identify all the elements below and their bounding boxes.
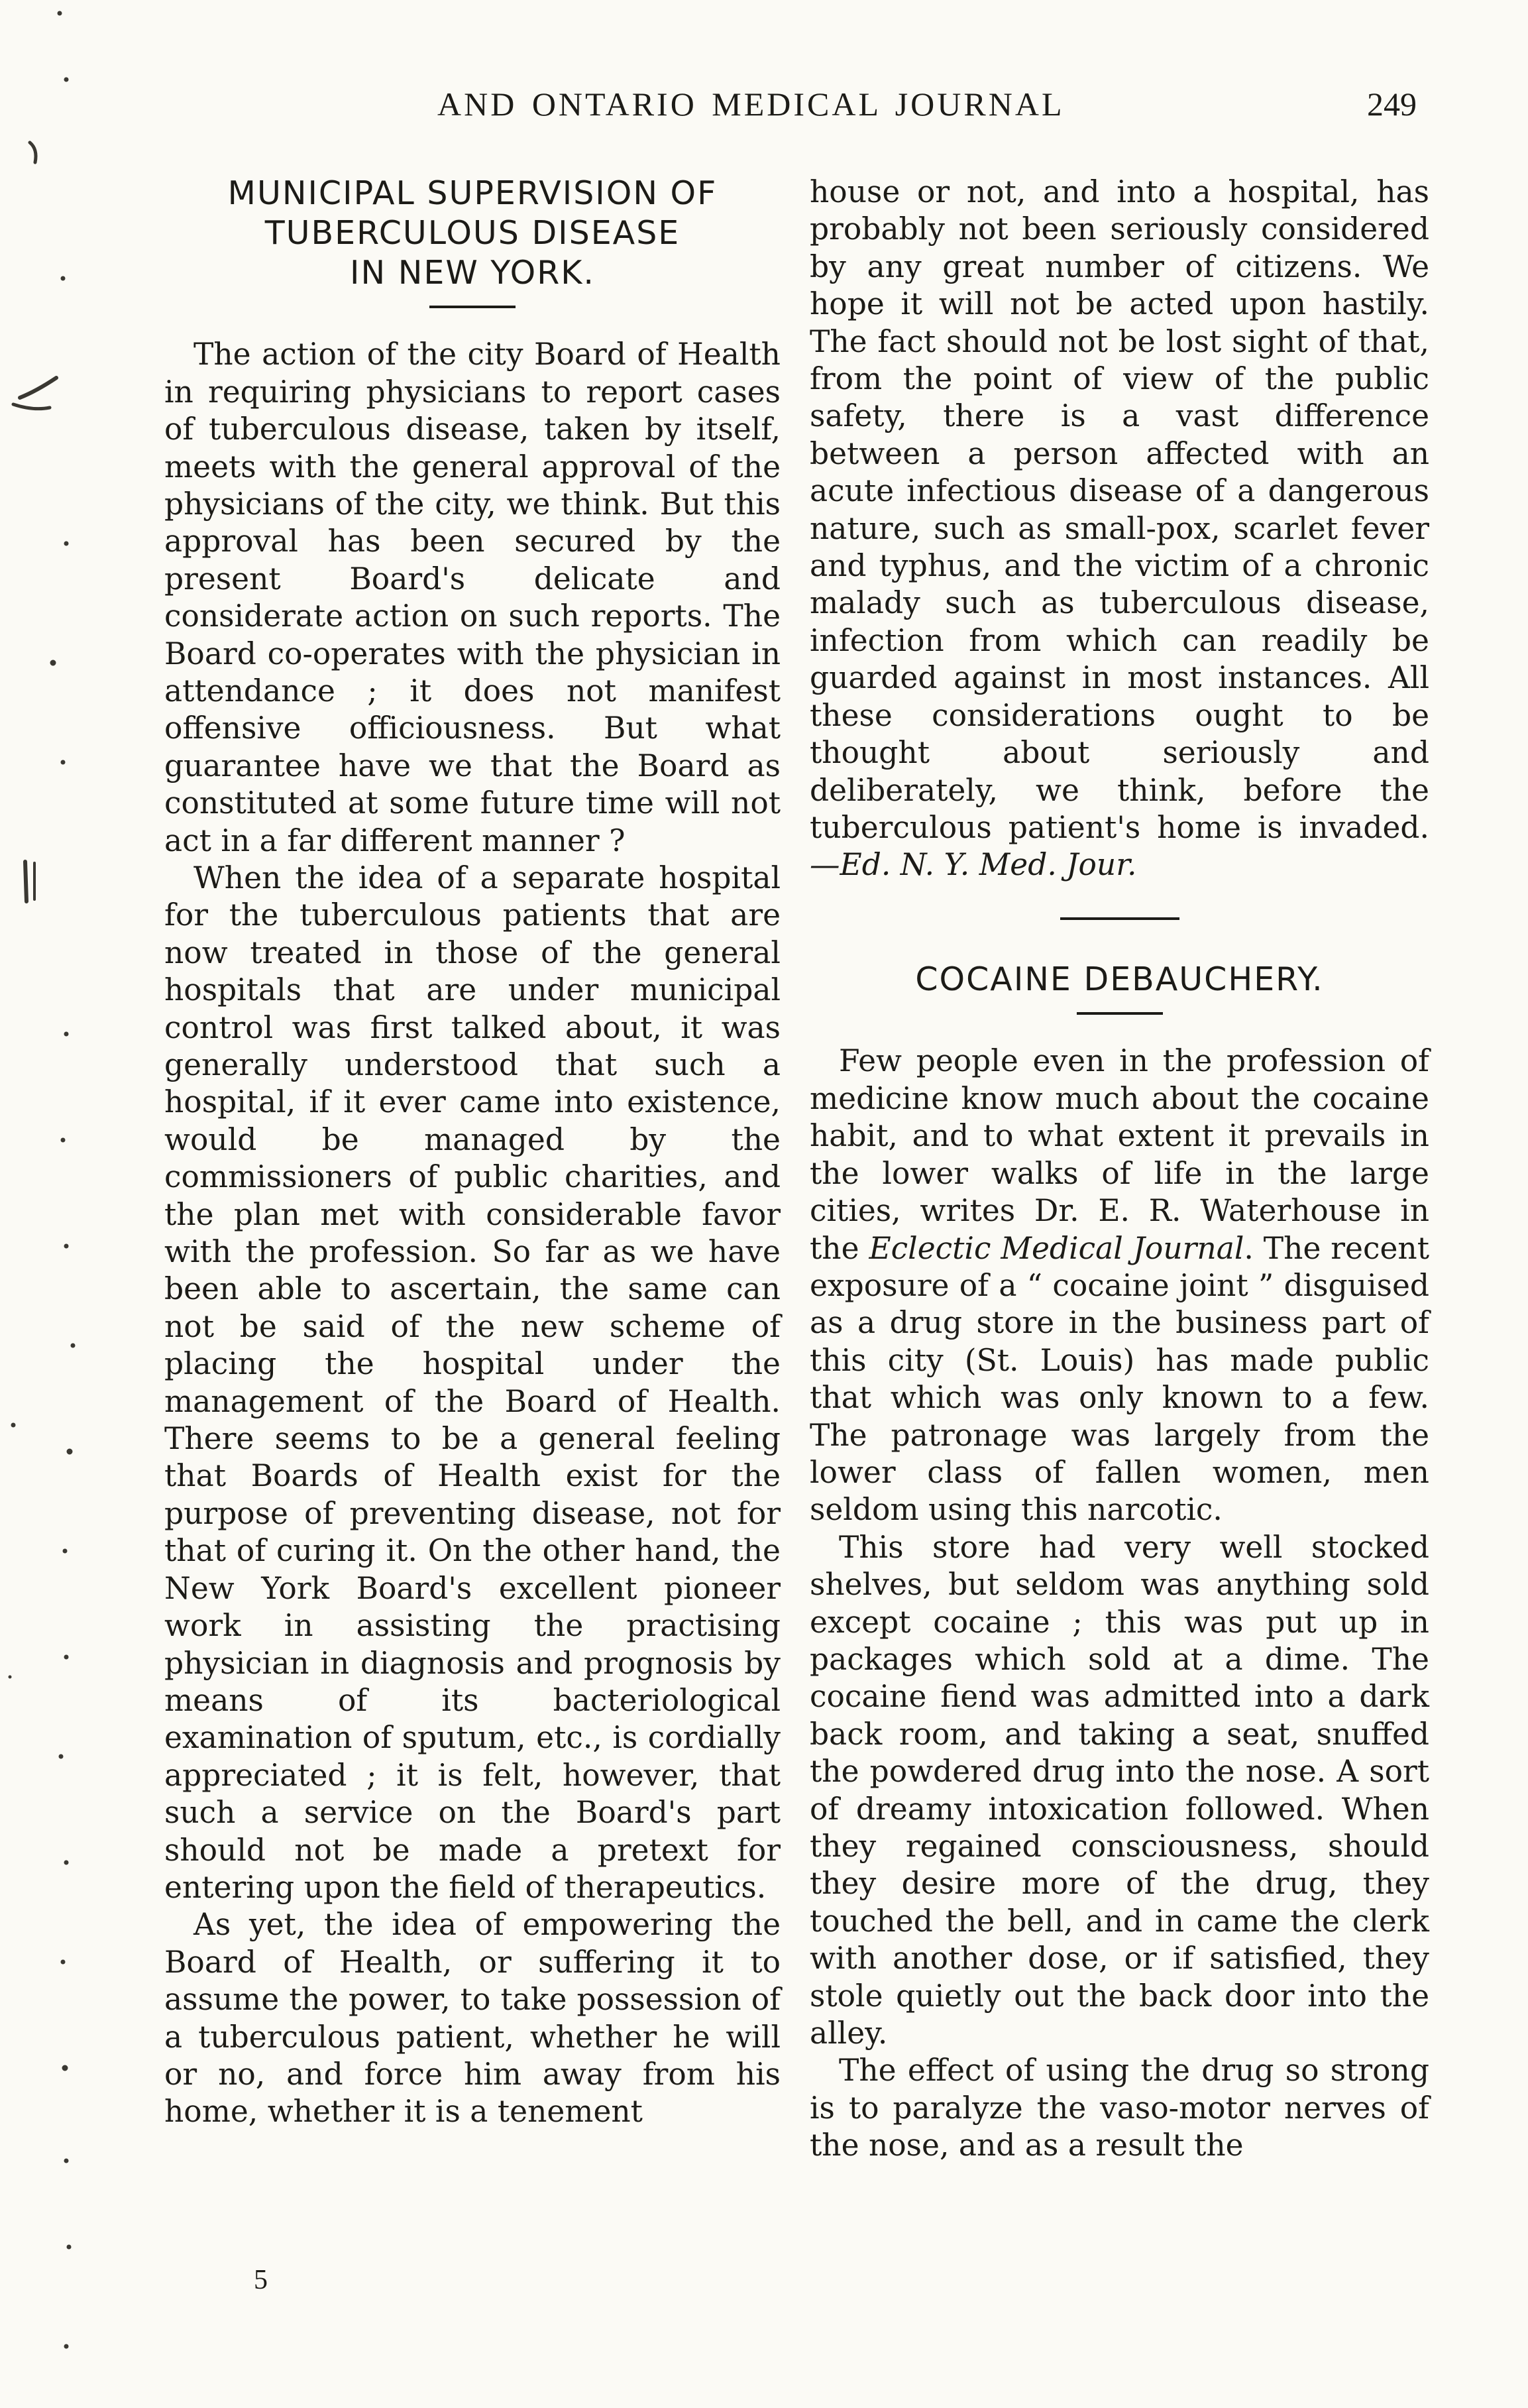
left-column bbox=[164, 174, 781, 2131]
signature-mark: 5 bbox=[254, 2265, 268, 2295]
paragraph-text: Few people even in the profession of medicine know much about the cocaine habit, and to what extent it prevails in the lower walks of life in the large cities, writes Dr. E. R. Waterhouse in the bbox=[810, 1043, 1429, 1266]
section-divider bbox=[1060, 917, 1179, 920]
paragraph: This store had very well stocked shelves, but seldom was anything sold except cocaine ; this was put up in packages which sold at a dime. The cocaine fiend was admitted into a dark back room, and taking a seat, snuffed the powdered drug into the nose. A sort of dreamy intoxication followed. When they regained consciousness, should they desire more of the drug, they touched the bell, and in came the clerk with another dose, or if satisfied, they stole quietly out the back door into the alley. bbox=[810, 1529, 1429, 2051]
title-line: TUBERCULOUS DISEASE bbox=[264, 213, 681, 252]
running-header bbox=[0, 85, 1528, 138]
title-line: IN NEW YORK. bbox=[350, 253, 595, 292]
journal-name: Eclectic Medical Journal bbox=[869, 1230, 1244, 1266]
title-rule bbox=[429, 306, 516, 308]
article-title-municipal-supervision bbox=[164, 174, 781, 292]
paragraph: When the idea of a separate hospital for the tuberculous patients that are now treated in those of the general hospitals that are under municipal control was first talked about, it was generally understood that such a hospital, if it ever came into existence, would be managed by the commissioners of public charities, and the plan met with considerable favor with the profession. So far as we have been able to ascertain, the same can not be said of the new scheme of placing the hospital under the management of the Board of Health. There seems to be a general feeling that Boards of Health exist for the purpose of preventing disease, not for that of curing it. On the other hand, the New York Board's excellent pioneer work in assisting the practising physician in diagnosis and prognosis by means of its bacteriological examination of sputum, etc., is cordially appreciated ; it is felt, however, that such a service on the Board's part should not be made a pretext for entering upon the field of therapeutics. bbox=[164, 860, 781, 1905]
paragraph: The effect of using the drug so strong is to paralyze the vaso-motor nerves of the nose, and as a result the bbox=[810, 2053, 1429, 2163]
article-title-cocaine-debauchery: COCAINE DEBAUCHERY. bbox=[915, 960, 1324, 998]
source-attribution: —Ed. N. Y. Med. Jour. bbox=[810, 847, 1137, 883]
right-column bbox=[810, 174, 1429, 2165]
title-line: MUNICIPAL SUPERVISION OF bbox=[227, 174, 718, 212]
paragraph-text: . The recent exposure of a “ cocaine joint ” disguised as a drug store in the business part of this city (St. Louis) has made public that which was only known to a few. The patronage was largely from the lower class of fallen women, men seldom using this narcotic. bbox=[810, 1230, 1429, 1528]
scan-margin-specks bbox=[0, 0, 99, 2405]
page-number: 249 bbox=[1367, 86, 1417, 123]
title-rule bbox=[1077, 1012, 1163, 1015]
paragraph bbox=[810, 1043, 1429, 1528]
running-title: AND ONTARIO MEDICAL JOURNAL bbox=[437, 86, 1065, 123]
paragraph: The action of the city Board of Health in requiring physicians to report cases of tuberculous disease, taken by itself, meets with the general approval of the physicians of the city, we think. But this approval has been secured by the present Board's delicate and considerate action on such reports. The Board co-operates with the physician in attendance ; it does not manifest offensive officiousness. But what guarantee have we that the Board as constituted at some future time will not act in a far different manner ? bbox=[164, 337, 781, 858]
paragraph-continuation bbox=[810, 174, 1429, 884]
paragraph: As yet, the idea of empowering the Board of Health, or suffering it to assume the power, to take possession of a tuberculous patient, whether he will or no, and force him away from his home, whether it is a tenement bbox=[164, 1907, 781, 2130]
continuation-text: house or not, and into a hospital, has probably not been seriously considered by any great number of citizens. We hope it will not be acted upon hastily. The fact should not be lost sight of that, from the point of view of the public safety, there is a vast difference between a person affected with an acute infectious disease of a dangerous nature, such as small-pox, scarlet fever and typhus, and the victim of a chronic malady such as tuberculous disease, infection from which can readily be guarded against in most instances. All these considerations ought to be thought about seriously and deliberately, we think, before the tuberculous patient's home is invaded. bbox=[810, 174, 1429, 845]
